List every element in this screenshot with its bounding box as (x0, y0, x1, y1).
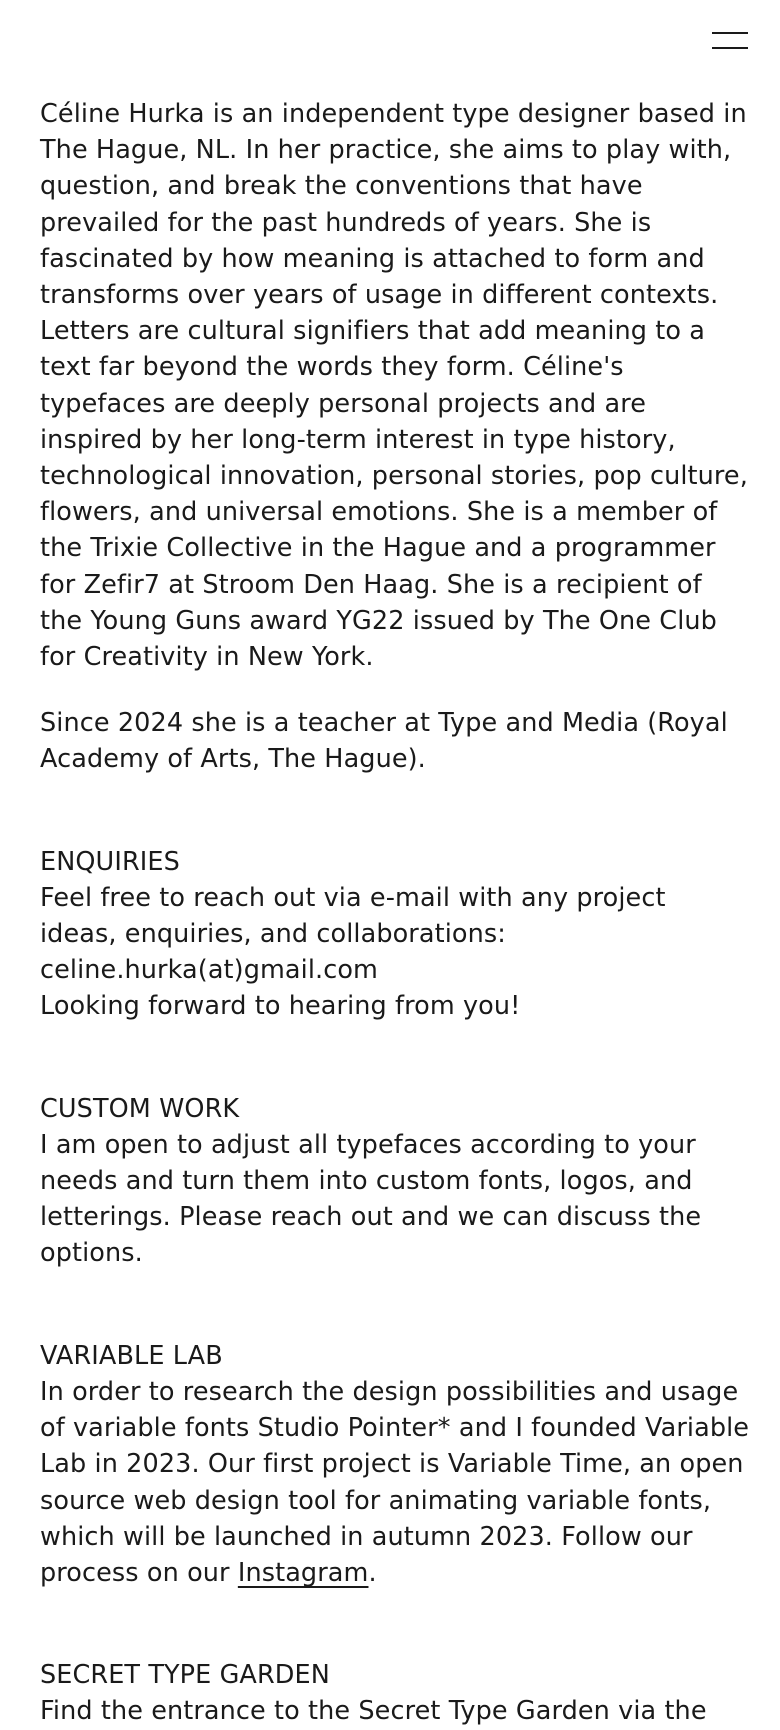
hamburger-menu-icon-bar (712, 47, 748, 49)
menu-button[interactable] (712, 28, 748, 52)
email-address: celine.hurka(at)gmail.com (40, 955, 378, 986)
bio-paragraph: Céline Hurka is an independent type designer based in The Hague, NL. In her practice, she aims to play with, question, and break the conventions that have prevailed for the past hundreds of years. She is fascinated by how meaning is attached to form and transforms over years of usage in different contexts. Letters are cultural signifiers that add meaning to a text far beyond the words they form. Céline's typefaces are deeply personal projects and are inspired by her long-term interest in type history, technological innovation, personal stories, pop culture, flowers, and universal emotions. She is a member of the Trixie Collective in the Hague and a programmer for Zefir7 at Stroom Den Haag. She is a recipient of the Young Guns award YG22 issued by The One Club for Creativity in New York. (40, 99, 748, 673)
custom-work-section (40, 1091, 750, 1272)
enquiries-closing: Looking forward to hearing from you! (40, 991, 521, 1022)
variable-lab-text (40, 1374, 750, 1591)
hamburger-menu-icon (712, 32, 748, 34)
secret-type-garden-title: SECRET TYPE GARDEN (40, 1660, 330, 1691)
secret-type-garden-text: Find the entrance to the Secret Type Garden via the (40, 1696, 707, 1727)
variable-lab-section (40, 1338, 750, 1591)
variable-lab-period: . (368, 1557, 377, 1588)
teaching-paragraph: Since 2024 she is a teacher at Type and Media (Royal Academy of Arts, The Hague). (40, 708, 728, 775)
variable-lab-title: VARIABLE LAB (40, 1340, 223, 1371)
custom-work-text: I am open to adjust all typefaces according to your needs and turn them into custom fonts, logos, and letterings. Please reach out and we can discuss the options. (40, 1129, 702, 1269)
variable-lab-body: In order to research the design possibilities and usage of variable fonts Studio Pointer* and I founded Variable Lab in 2023. Our first project is Variable Time, an open source web design tool for animating variable fonts, which will be launched in autumn 2023. Follow our process on our (40, 1376, 750, 1588)
custom-work-title: CUSTOM WORK (40, 1093, 240, 1124)
enquiries-text: Feel free to reach out via e-mail with any project ideas, enquiries, and collaborations: (40, 882, 666, 950)
instagram-link[interactable]: Instagram (237, 1557, 369, 1588)
secret-type-garden-section (40, 1657, 750, 1729)
enquiries-section (40, 844, 750, 1025)
about-content (40, 96, 750, 1730)
enquiries-title: ENQUIRIES (40, 846, 180, 877)
